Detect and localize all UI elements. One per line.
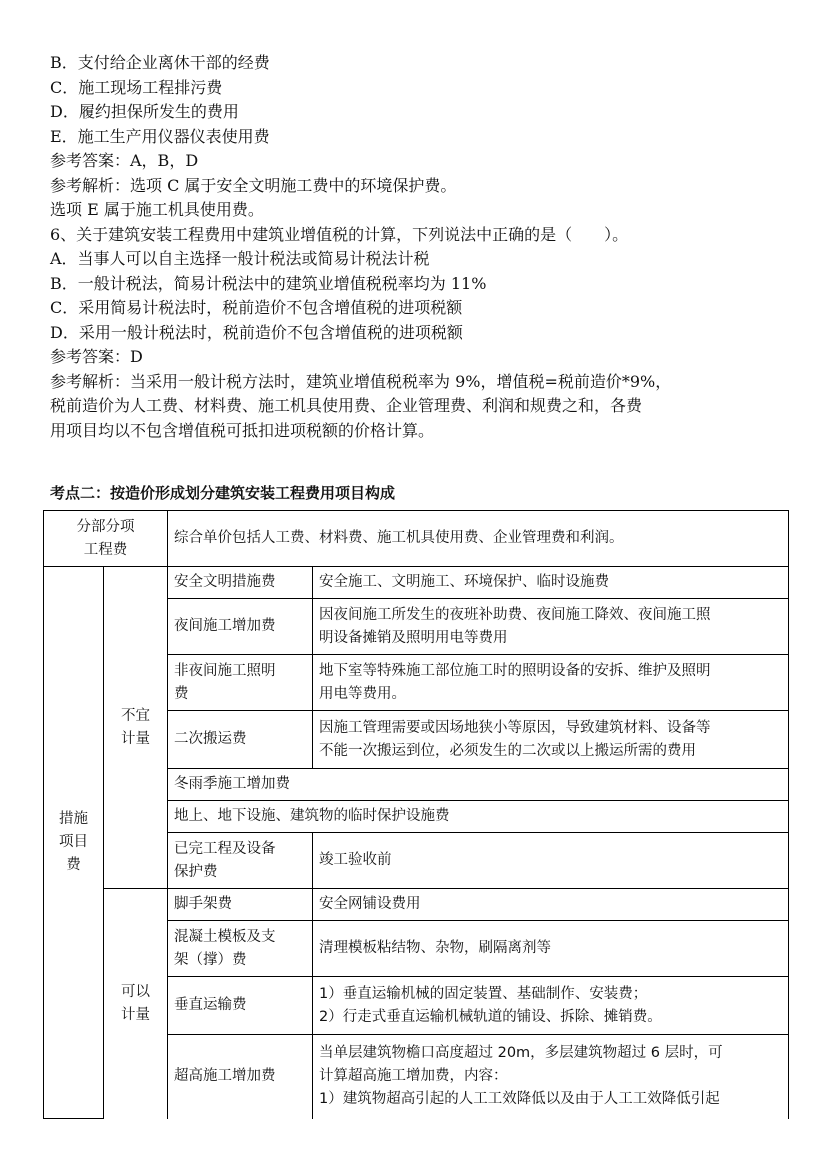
table-cell-desc bbox=[313, 567, 789, 599]
cell-text: 1）建筑物超高引起的人工工效降低以及由于人工工效降低引起 bbox=[319, 1091, 720, 1108]
text-line: B．支付给企业离休干部的经费 bbox=[50, 53, 270, 72]
cell-text: 脚手架费 bbox=[174, 896, 232, 912]
cell-text: 费 bbox=[174, 685, 189, 702]
label-line: 项目 bbox=[59, 834, 88, 850]
text-line: D．采用一般计税法时，税前造价不包含增值税的进项税额 bbox=[50, 322, 463, 342]
cell-text: 保护费 bbox=[174, 863, 218, 880]
cell-text: 不能一次搬运到位，必须发生的二次或以上搬运所需的费用 bbox=[319, 742, 696, 759]
table-cell-item bbox=[168, 655, 313, 711]
text-line: 参考答案：D bbox=[50, 347, 143, 366]
table-cell-desc bbox=[313, 921, 789, 977]
cell-text: 计算超高施工增加费，内容： bbox=[319, 1068, 508, 1085]
table-cell-desc bbox=[313, 1035, 789, 1119]
table-row bbox=[44, 889, 789, 921]
cell-text: 非夜间施工照明 bbox=[174, 662, 276, 679]
table-cell-desc bbox=[313, 711, 789, 769]
label-line: 措施 bbox=[59, 811, 88, 827]
text-line: 6、关于建筑安装工程费用中建筑业增值税的计算，下列说法中正确的是（ ）。 bbox=[50, 224, 629, 244]
table-cell-desc bbox=[313, 655, 789, 711]
table-cell-content bbox=[168, 511, 789, 567]
table-cell-label bbox=[44, 511, 168, 567]
cell-text: 超高施工增加费 bbox=[174, 1068, 276, 1085]
label-line: 计量 bbox=[121, 1006, 150, 1023]
text-line: 参考答案：A，B，D bbox=[50, 151, 199, 170]
text-line: 税前造价为人工费、材料费、施工机具使用费、企业管理费、利润和规费之和，各费 bbox=[50, 396, 643, 415]
cell-text: 综合单价包括人工费、材料费、施工机具使用费、企业管理费和利润。 bbox=[174, 530, 624, 546]
table-cell-item bbox=[168, 711, 313, 769]
table-cell-countable-label bbox=[104, 889, 168, 1119]
fee-structure-table bbox=[43, 510, 789, 1119]
cell-text: 明设备摊销及照明用电等费用 bbox=[319, 629, 508, 646]
label-line: 工程费 bbox=[83, 541, 128, 558]
text-line: 选项 E 属于施工机具使用费。 bbox=[50, 200, 264, 219]
cell-text: 地下室等特殊施工部位施工时的照明设备的安拆、维护及照明 bbox=[319, 662, 711, 679]
label-line: 可以 bbox=[121, 983, 150, 1000]
cell-text: 混凝土模板及支 bbox=[174, 928, 276, 945]
table-cell-item bbox=[168, 889, 313, 921]
label-line: 计量 bbox=[121, 730, 150, 747]
text-line: 用项目均以不包含增值税可抵扣进项税额的价格计算。 bbox=[50, 420, 435, 440]
cell-text: 已完工程及设备 bbox=[174, 840, 276, 857]
table-cell-desc bbox=[313, 833, 789, 889]
table-cell-item bbox=[168, 977, 313, 1035]
label-line: 分部分项 bbox=[76, 518, 135, 535]
table-cell-measures-label bbox=[44, 567, 104, 1119]
cell-text: 架（撑）费 bbox=[174, 951, 247, 968]
table-cell-desc bbox=[313, 977, 789, 1035]
text-line: D．履约担保所发生的费用 bbox=[50, 102, 239, 121]
table-cell-item bbox=[168, 801, 789, 833]
section-heading: 考点二：按造价形成划分建筑安装工程费用项目构成 bbox=[50, 484, 396, 502]
text-line: A．当事人可以自主选择一般计税法或简易计税法计税 bbox=[50, 249, 430, 268]
cell-text: 用电等费用。 bbox=[319, 685, 406, 702]
cell-text: 因夜间施工所发生的夜班补助费、夜间施工降效、夜间施工照 bbox=[319, 606, 711, 623]
cell-text: 垂直运输费 bbox=[174, 997, 247, 1013]
cell-text: 当单层建筑物檐口高度超过 20m，多层建筑物超过 6 层时，可 bbox=[319, 1045, 723, 1062]
text-line: C．施工现场工程排污费 bbox=[50, 77, 223, 97]
table-cell-item bbox=[168, 599, 313, 655]
text-line: C．采用简易计税法时，税前造价不包含增值税的进项税额 bbox=[50, 298, 463, 317]
text-line: B．一般计税法，简易计税法中的建筑业增值税税率均为 11% bbox=[50, 273, 487, 293]
table-row bbox=[44, 567, 789, 599]
table-cell-item bbox=[168, 833, 313, 889]
table-cell-item bbox=[168, 567, 313, 599]
question-text-block bbox=[50, 51, 790, 443]
text-line: 参考解析：选项 C 属于安全文明施工费中的环境保护费。 bbox=[50, 175, 457, 195]
cell-text: 安全文明措施费 bbox=[174, 574, 276, 590]
text-line: E．施工生产用仪器仪表使用费 bbox=[50, 126, 270, 146]
text-line: 参考解析：当采用一般计税方法时，建筑业增值税税率为 9%，增值税=税前造价*9%， bbox=[50, 371, 672, 391]
cell-text: 竣工验收前 bbox=[319, 852, 392, 868]
cell-text: 清理模板粘结物、杂物，刷隔离剂等 bbox=[319, 940, 551, 956]
cell-text: 冬雨季施工增加费 bbox=[174, 776, 290, 792]
table-cell-not-countable-label bbox=[104, 567, 168, 889]
cell-text: 因施工管理需要或因场地狭小等原因，导致建筑材料、设备等 bbox=[319, 719, 711, 736]
cell-text: 地上、地下设施、建筑物的临时保护设施费 bbox=[174, 808, 450, 824]
cell-text: 二次搬运费 bbox=[174, 731, 247, 747]
cell-text: 1）垂直运输机械的固定装置、基础制作、安装费； bbox=[319, 985, 648, 1002]
table-row bbox=[44, 511, 789, 567]
cell-text: 安全施工、文明施工、环境保护、临时设施费 bbox=[319, 574, 609, 590]
label-line: 费 bbox=[66, 857, 81, 873]
table-cell-item bbox=[168, 1035, 313, 1119]
cell-text: 安全网铺设费用 bbox=[319, 896, 421, 912]
table-cell-item bbox=[168, 921, 313, 977]
cell-text: 2）行走式垂直运输机械轨道的铺设、拆除、摊销费。 bbox=[319, 1008, 662, 1025]
table-cell-desc bbox=[313, 599, 789, 655]
table-cell-desc bbox=[313, 889, 789, 921]
table-cell-item bbox=[168, 769, 789, 801]
cell-text: 夜间施工增加费 bbox=[174, 618, 276, 634]
label-line: 不宜 bbox=[121, 707, 150, 724]
